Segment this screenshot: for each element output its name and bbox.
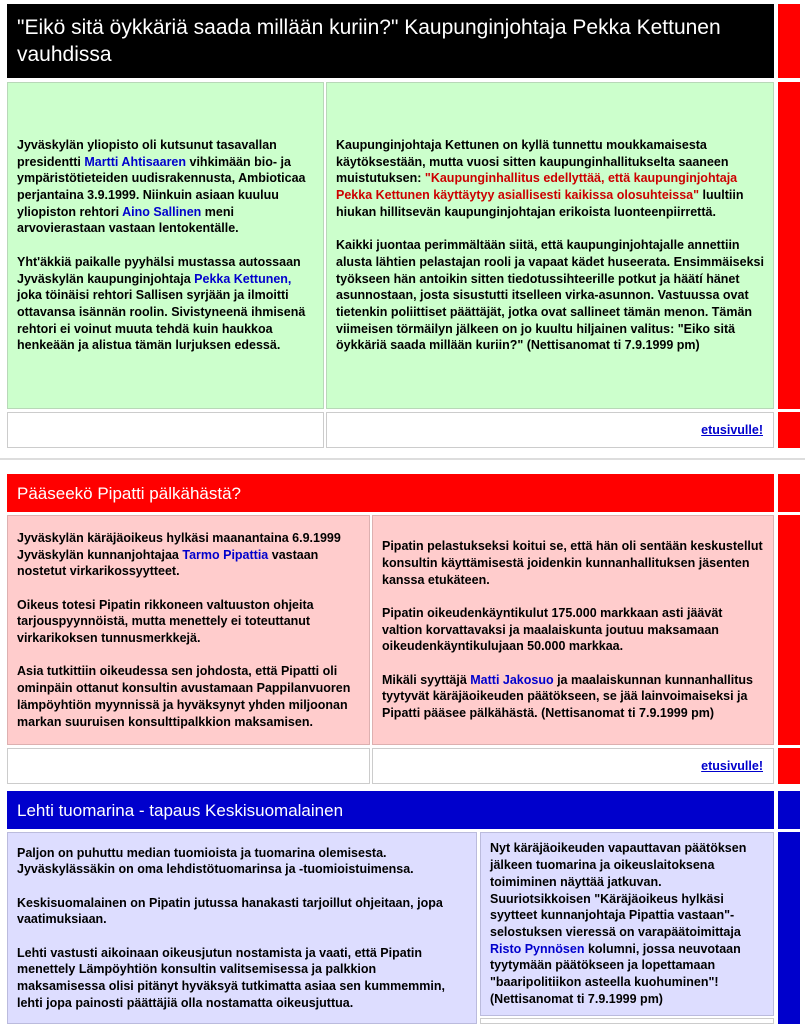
section2-left-p2: Oikeus totesi Pipatin rikkoneen valtuuston ohjeita tarjouspyynnöistä, mutta menettely ei toteuttanut virkarikoksen tunnusmerkkejä. bbox=[17, 597, 314, 645]
section3-left-p3: Lehti vastusti aikoinaan oikeusjutun nostamista ja vaati, että Pipatin menettely Lämpöyhtiön konsultin valitsemisessa ja palkkion maksamisessa olisi pitänyt hyväksyä tutkimatta asiaa sen kummemmin, lehti jopa painosti päättäjiä olla nostamatta oikeusjuttua. bbox=[17, 945, 445, 1010]
section2-right-p1: Pipatin pelastukseksi koitui se, että hän oli sentään keskustellut konsultin käyttämisestä joidenkin kunnanhallituksen jäsenten kanssa etukäteen. bbox=[382, 539, 763, 587]
section3-right-p1: Nyt käräjäoikeuden vapauttavan päätöksen jälkeen tuomarina ja oikeuslaitoksena toimiminen näyttää jatkuvan. Suuriotsikkoisen "Käräjäoikeus hylkäsi syytteet kunnanjohtaja Pipattia vastaan"-selostuksen vieressä on varapäätoimittaja Risto Pynnösen kolumni, jossa neuvotaan tyytymään päätökseen ja lopettamaan "baaripolitiikon asteella kuohuminen"! (Nettisanomat ti 7.9.1999 pm) bbox=[490, 841, 747, 1006]
section1-quote: "Kaupunginhallitus edellyttää, että kaupunginjohtaja Pekka Kettunen käyttäytyy asiallisesti kaikissa olosuhteissa" bbox=[336, 171, 738, 203]
section3-right-bar-top bbox=[778, 791, 800, 829]
section3-title bbox=[7, 791, 774, 829]
section3-right-bar-mid bbox=[778, 832, 800, 1024]
section3-left-cell bbox=[7, 832, 477, 1024]
link-martti-ahtisaari[interactable]: Martti Ahtisaaren bbox=[84, 154, 187, 169]
section2-left-p3: Asia tutkittiin oikeudessa sen johdosta, että Pipatti oli ominpäin ottanut konsultin avustamaan Pappilanvuoren lämpöyhtiön myynnissä ja hyväksynyt yhden miljoonan markan suuruisen konsulttipalkkion maksamisen. bbox=[17, 664, 351, 729]
section1-title-text: "Eikö sitä öykkäriä saada millään kuriin?" Kaupunginjohtaja Pekka Kettunen vauhdissa bbox=[17, 16, 721, 66]
section1-right-cell bbox=[326, 82, 774, 409]
section1-right-p2: Kaikki juontaa perimmältään siitä, että kaupunginjohtajalle annettiin alusta lähtien pelastajan rooli ja vapaat kädet huseerata. Ensimmäiseksi työkseen hän antoikin sitten tiedotussihteerille potkut ja häätí hänet asunnostaan, josta sisustutti itselleen virka-asunnon. Vastuussa ovat tietenkin poliittiset päättäjät, jotka ovat sallineet tämän menon. Tämän viimeisen törmäilyn jälkeen on jo kuultu hiljainen valitus: "Eiko sitä öykkäriä saada millään kuriin?" (Nettisanomat ti 7.9.1999 pm) bbox=[336, 238, 764, 353]
etusivulle-link-1[interactable]: etusivulle! bbox=[701, 423, 763, 437]
link-matti-jakosuo[interactable]: Matti Jakosuo bbox=[470, 672, 554, 687]
section2-left-cell bbox=[7, 515, 370, 745]
section3-title-text: Lehti tuomarina - tapaus Keskisuomalainen bbox=[17, 800, 344, 820]
link-tarmo-pipatti[interactable]: Tarmo Pipattia bbox=[182, 547, 269, 562]
section3-left-p2: Keskisuomalainen on Pipatin jutussa hanakasti tarjoillut ohjeitaan, jopa vaatimuksiaan. bbox=[17, 895, 443, 927]
section2-right-bar-mid bbox=[778, 515, 800, 745]
section2-right-p3: Mikäli syyttäjä Matti Jakosuo ja maalaiskunnan kunnanhallitus tyytyvät käräjäoikeuden päätökseen, se jää lainvoimaiseksi ja Pipatti pääsee pälkähästä. (Nettisanomat ti 7.9.1999 pm) bbox=[382, 672, 753, 721]
section1-left-p2: Yht'äkkiä paikalle pyyhälsi mustassa autossaan Jyväskylän kaupunginjohtaja Pekka Kettunen, joka töinäisi rehtori Sallisen syrjään ja ilmoitti ottavansa isännän roolin. Sivistyneenä ihmisenä rehtori ei voinut muuta tehdä kuin haukkoa henkeään ja alistua tämän lurjuksen edessä. bbox=[17, 254, 306, 353]
section2-right-cell bbox=[372, 515, 774, 745]
section1-left-p1: Jyväskylän yliopisto oli kutsunut tasavallan presidentti Martti Ahtisaaren vihkimään bio- ja ympäristötieteiden uudisrakennusta, Ambioticaa perjantaina 3.9.1999. Niinkuin asiaan kuuluu yliopiston rehtori Aino Sallinen meni arvovierastaan vastaan lentokentälle. bbox=[17, 137, 306, 236]
section3-left-p1: Paljon on puhuttu median tuomioista ja tuomarina olemisesta. Jyväskylässäkin on oma lehdistötuomarinsa ja -tuomioistuimensa. bbox=[17, 845, 414, 877]
section1-footer-right bbox=[326, 412, 774, 448]
etusivulle-link-2[interactable]: etusivulle! bbox=[701, 759, 763, 773]
link-risto-pynnonen[interactable]: Risto Pynnösen bbox=[490, 941, 585, 956]
link-pekka-kettunen[interactable]: Pekka Kettunen, bbox=[194, 271, 292, 286]
link-aino-sallinen[interactable]: Aino Sallinen bbox=[122, 204, 202, 219]
section2-title bbox=[7, 474, 774, 512]
section3-right-cell bbox=[480, 832, 774, 1016]
section2-left-p1: Jyväskylän käräjäoikeus hylkäsi maanantaina 6.9.1999 Jyväskylän kunnanjohtajaa Tarmo Pipattia vastaan nostetut virkarikossyytteet. bbox=[17, 530, 341, 579]
section1-right-bar-bottom bbox=[778, 412, 800, 448]
section2-footer-left bbox=[7, 748, 370, 784]
section2-right-p2: Pipatin oikeudenkäyntikulut 175.000 markkaan asti jäävät valtion korvattavaksi ja maalaiskunta joutuu maksamaan oikeudenkäyntikulujaan 50.000 markkaa. bbox=[382, 605, 723, 654]
section1-title bbox=[7, 4, 774, 78]
section1-right-bar-mid bbox=[778, 82, 800, 409]
section1-right-p1: Kaupunginjohtaja Kettunen on kyllä tunnettu moukkamaisesta käytöksestään, mutta vuosi sitten kaupunginhallitukselta saaneen muistutuksen: "Kaupunginhallitus edellyttää, että kaupunginjohtaja Pekka Kettunen käyttäytyy asiallisesti kaikissa olosuhteissa" luultiin hiukan hillitsevän kaupunginjohtajan erikoista luonteenpiirrettä. bbox=[336, 137, 744, 219]
section2-footer-right bbox=[372, 748, 774, 784]
section1-right-bar-top bbox=[778, 4, 800, 78]
section2-right-bar-bottom bbox=[778, 748, 800, 784]
section1-footer-left bbox=[7, 412, 324, 448]
section2-right-bar-top bbox=[778, 474, 800, 512]
section1-left-cell bbox=[7, 82, 324, 409]
section3-footer-right bbox=[480, 1018, 774, 1024]
section2-title-text: Pääseekö Pipatti pälkähästä? bbox=[17, 483, 241, 503]
divider bbox=[0, 458, 805, 460]
